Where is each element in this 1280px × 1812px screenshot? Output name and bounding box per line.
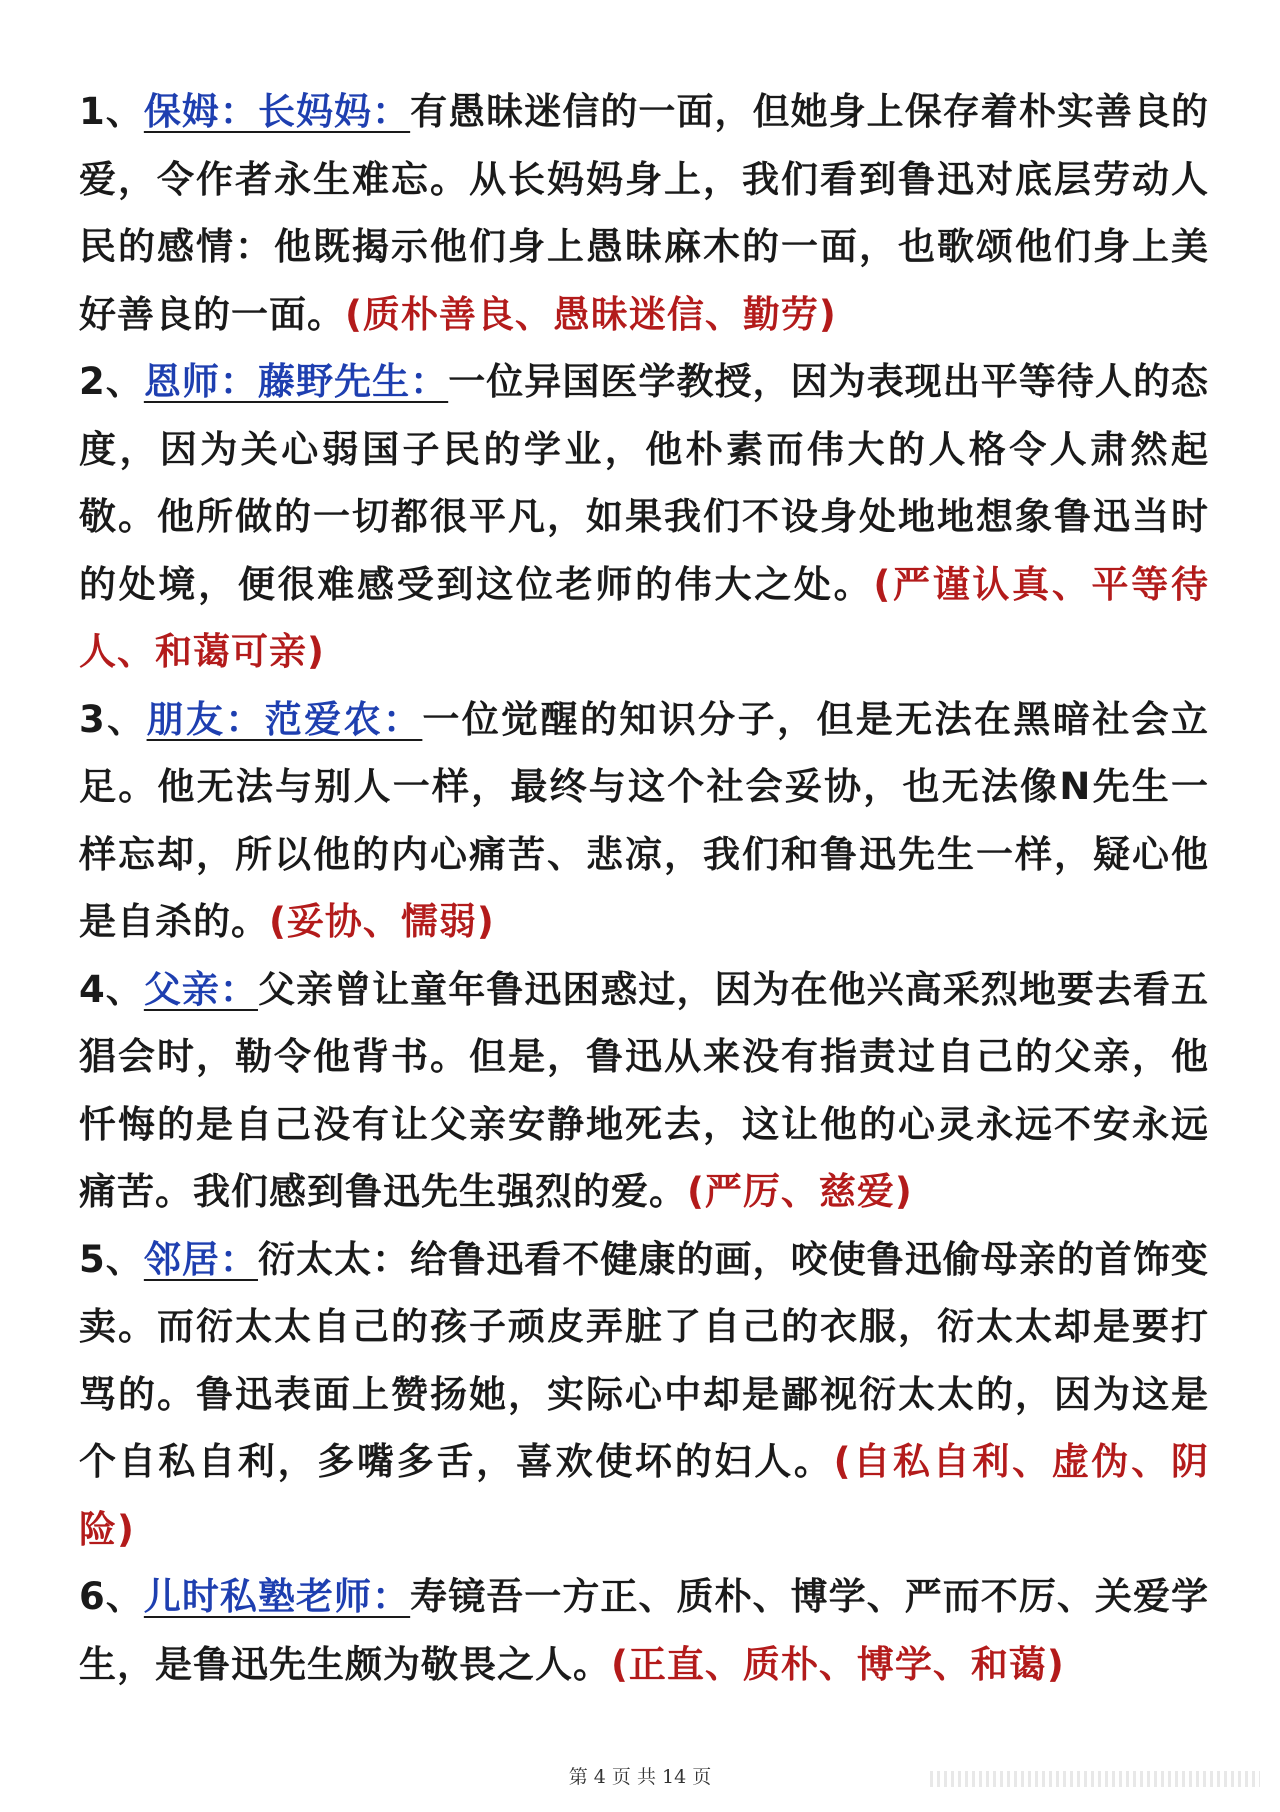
entry-number: 2、 <box>79 360 144 403</box>
entry-body: 寿镜吾一方正、质朴、博学、严而不厉、关爱学生，是鲁迅先生颇为敬畏之人。 <box>79 1575 1210 1686</box>
entry-3 <box>79 686 1209 956</box>
entry-list <box>79 78 1209 1698</box>
footer-decoration <box>930 1771 1260 1787</box>
entry-number: 6、 <box>79 1575 144 1618</box>
entry-body: 一位异国医学教授，因为表现出平等待人的态度，因为关心弱国子民的学业，他朴素而伟大的人格令人肃然起敬。他所做的一切都很平凡，如果我们不设身处地地想象鲁迅当时的处境，便很难感受到这位老师的伟大之处。 <box>79 360 1210 606</box>
entry-5 <box>79 1226 1209 1564</box>
entry-number: 5、 <box>79 1237 144 1281</box>
entry-body: 衍太太：给鲁迅看不健康的画，咬使鲁迅偷母亲的首饰变卖。而衍太太自己的孩子顽皮弄脏了自己的衣服，衍太太却是要打骂的。鲁迅表面上赞扬她，实际心中却是鄙视衍太太的，因为这是个自私自利，多嘴多舌，喜欢使坏的妇人。 <box>79 1237 1210 1483</box>
entry-heading: 恩师：藤野先生： <box>143 360 449 403</box>
entry-number: 3、 <box>79 697 147 741</box>
entry-heading: 邻居： <box>143 1237 258 1281</box>
entry-body: 父亲曾让童年鲁迅困惑过，因为在他兴高采烈地要去看五猖会时，勒令他背书。但是，鲁迅从来没有指责过自己的父亲，他忏悔的是自己没有让父亲安静地死去，这让他的心灵永远不安永远痛苦。我们感到鲁迅先生强烈的爱。 <box>79 967 1210 1213</box>
entry-1 <box>79 78 1209 348</box>
entry-traits: (正直、质朴、博学、和蔼) <box>611 1642 1065 1686</box>
entry-traits: (质朴善良、愚昧迷信、勤劳) <box>345 292 837 336</box>
entry-6 <box>79 1563 1209 1698</box>
page-number-footer: 第 4 页 共 14 页 <box>568 1766 712 1788</box>
entry-body: 一位觉醒的知识分子，但是无法在黑暗社会立足。他无法与别人一样，最终与这个社会妥协，也无法像N先生一样忘却，所以他的内心痛苦、悲凉，我们和鲁迅先生一样，疑心他是自杀的。 <box>79 697 1210 943</box>
entry-number: 4、 <box>79 967 144 1011</box>
entry-2 <box>79 348 1209 686</box>
entry-heading: 儿时私塾老师： <box>143 1575 411 1618</box>
entry-number: 1、 <box>79 90 144 133</box>
entry-heading: 父亲： <box>143 967 258 1011</box>
entry-traits: (严厉、慈爱) <box>687 1170 913 1213</box>
entry-heading: 保姆：长妈妈： <box>143 90 411 133</box>
entry-traits: (妥协、懦弱) <box>269 900 495 943</box>
entry-heading: 朋友：范爱农： <box>146 697 423 741</box>
entry-traits: (严谨认真、平等待人、和蔼可亲) <box>79 562 1209 673</box>
entry-4 <box>79 956 1209 1226</box>
entry-traits: (自私自利、虚伪、阴险) <box>79 1440 1209 1551</box>
entry-body: 有愚昧迷信的一面，但她身上保存着朴实善良的爱，令作者永生难忘。从长妈妈身上，我们看到鲁迅对底层劳动人民的感情：他既揭示他们身上愚昧麻木的一面，也歌颂他们身上美好善良的一面。 <box>79 90 1210 336</box>
